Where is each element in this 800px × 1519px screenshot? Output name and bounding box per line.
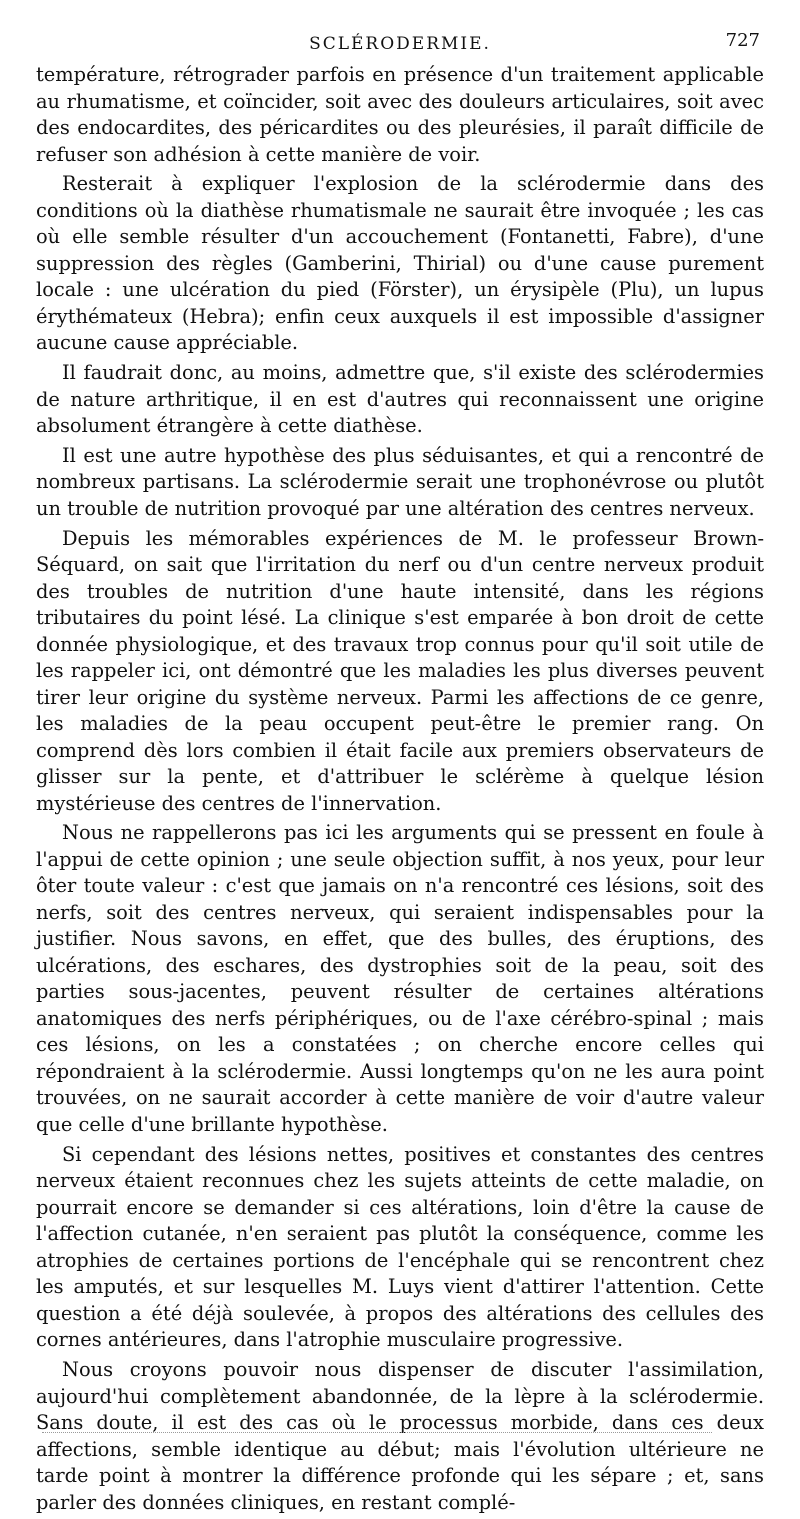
page-number: 727: [725, 30, 760, 51]
footer-dotted-rule: [42, 1432, 712, 1434]
body-text: [36, 62, 764, 1516]
running-head: SCLÉRODERMIE.: [309, 34, 491, 54]
paragraph: Si cependant des lésions nettes, positives et constantes des centres nerveux étaient reconnues chez les sujets atteints de cette maladie, on pourrait encore se demander si ces altérations, loin d'être la cause de l'affection cutanée, n'en seraient pas plutôt la conséquence, comme les atrophies de certaines portions de l'encéphale qui se rencontrent chez les amputés, et sur lesquelles M. Luys vient d'attirer l'attention. Cette question a été déjà soulevée, à propos des altérations des cellules des cornes antérieures, dans l'atrophie musculaire progressive.: [36, 1142, 764, 1352]
paragraph: Nous croyons pouvoir nous dispenser de discuter l'assimilation, aujourd'hui complètement abandonnée, de la lèpre à la sclérodermie. Sans doute, il est des cas où le processus morbide, dans ces deux affections, semble identique au début; mais l'évolution ultérieure ne tarde point à montrer la différence profonde qui les sépare ; et, sans parler des données cliniques, en restant complé-: [36, 1358, 764, 1514]
paragraph: température, rétrograder parfois en présence d'un traitement applicable au rhumatisme, et coïncider, soit avec des douleurs articulaires, soit avec des endocardites, des péricardites ou des pleurésies, il paraît difficile de refuser son adhésion à cette manière de voir.: [36, 63, 764, 166]
paragraph: Resterait à expliquer l'explosion de la sclérodermie dans des conditions où la diathèse rhumatismale ne saurait être invoquée ; les cas où elle semble résulter d'un accouchement (Fontanetti, Fabre), d'une suppression des règles (Gamberini, Thirial) ou d'une cause purement locale : une ulcération du pied (Förster), un érysipèle (Plu), un lupus érythémateux (Hebra); enfin ceux auxquels il est impossible d'assigner aucune cause appréciable.: [36, 172, 764, 355]
paragraph: Il faudrait donc, au moins, admettre que, s'il existe des sclérodermies de nature arthritique, il en est d'autres qui reconnaissent une origine absolument étrangère à cette diathèse.: [36, 361, 764, 438]
paragraph: Il est une autre hypothèse des plus séduisantes, et qui a rencontré de nombreux partisans. La sclérodermie serait une trophonévrose ou plutôt un trouble de nutrition provoqué par une altération des centres nerveux.: [36, 443, 764, 520]
book-page: [36, 24, 764, 1519]
paragraph: Depuis les mémorables expériences de M. le professeur Brown-Séquard, on sait que l'irritation du nerf ou d'un centre nerveux produit des troubles de nutrition d'une haute intensité, dans les régions tributaires du point lésé. La clinique s'est emparée à bon droit de cette donnée physiologique, et des travaux trop connus pour qu'il soit utile de les rappeler ici, ont démontré que les maladies les plus diverses peuvent tirer leur origine du système nerveux. Parmi les affections de ce genre, les maladies de la peau occupent peut-être le premier rang. On comprend dès lors combien il était facile aux premiers observateurs de glisser sur la pente, et d'attribuer le sclérème à quelque lésion mystérieuse des centres de l'innervation.: [36, 526, 764, 815]
page-header: [36, 24, 764, 60]
paragraph: Nous ne rappellerons pas ici les arguments qui se pressent en foule à l'appui de cette opinion ; une seule objection suffit, à nos yeux, pour leur ôter toute valeur : c'est que jamais on n'a rencontré ces lésions, soit des nerfs, soit des centres nerveux, qui seraient indispensables pour la justifier. Nous savons, en effet, que des bulles, des éruptions, des ulcérations, des eschares, des dystrophies soit de la peau, soit des parties sous-jacentes, peuvent résulter de certaines altérations anatomiques des nerfs périphériques, ou de l'axe cérébro-spinal ; mais ces lésions, on les a constatées ; on cherche encore celles qui répondraient à la sclérodermie. Aussi longtemps qu'on ne les aura point trouvées, on ne saurait accorder à cette manière de voir d'autre valeur que celle d'une brillante hypothèse.: [36, 821, 764, 1136]
